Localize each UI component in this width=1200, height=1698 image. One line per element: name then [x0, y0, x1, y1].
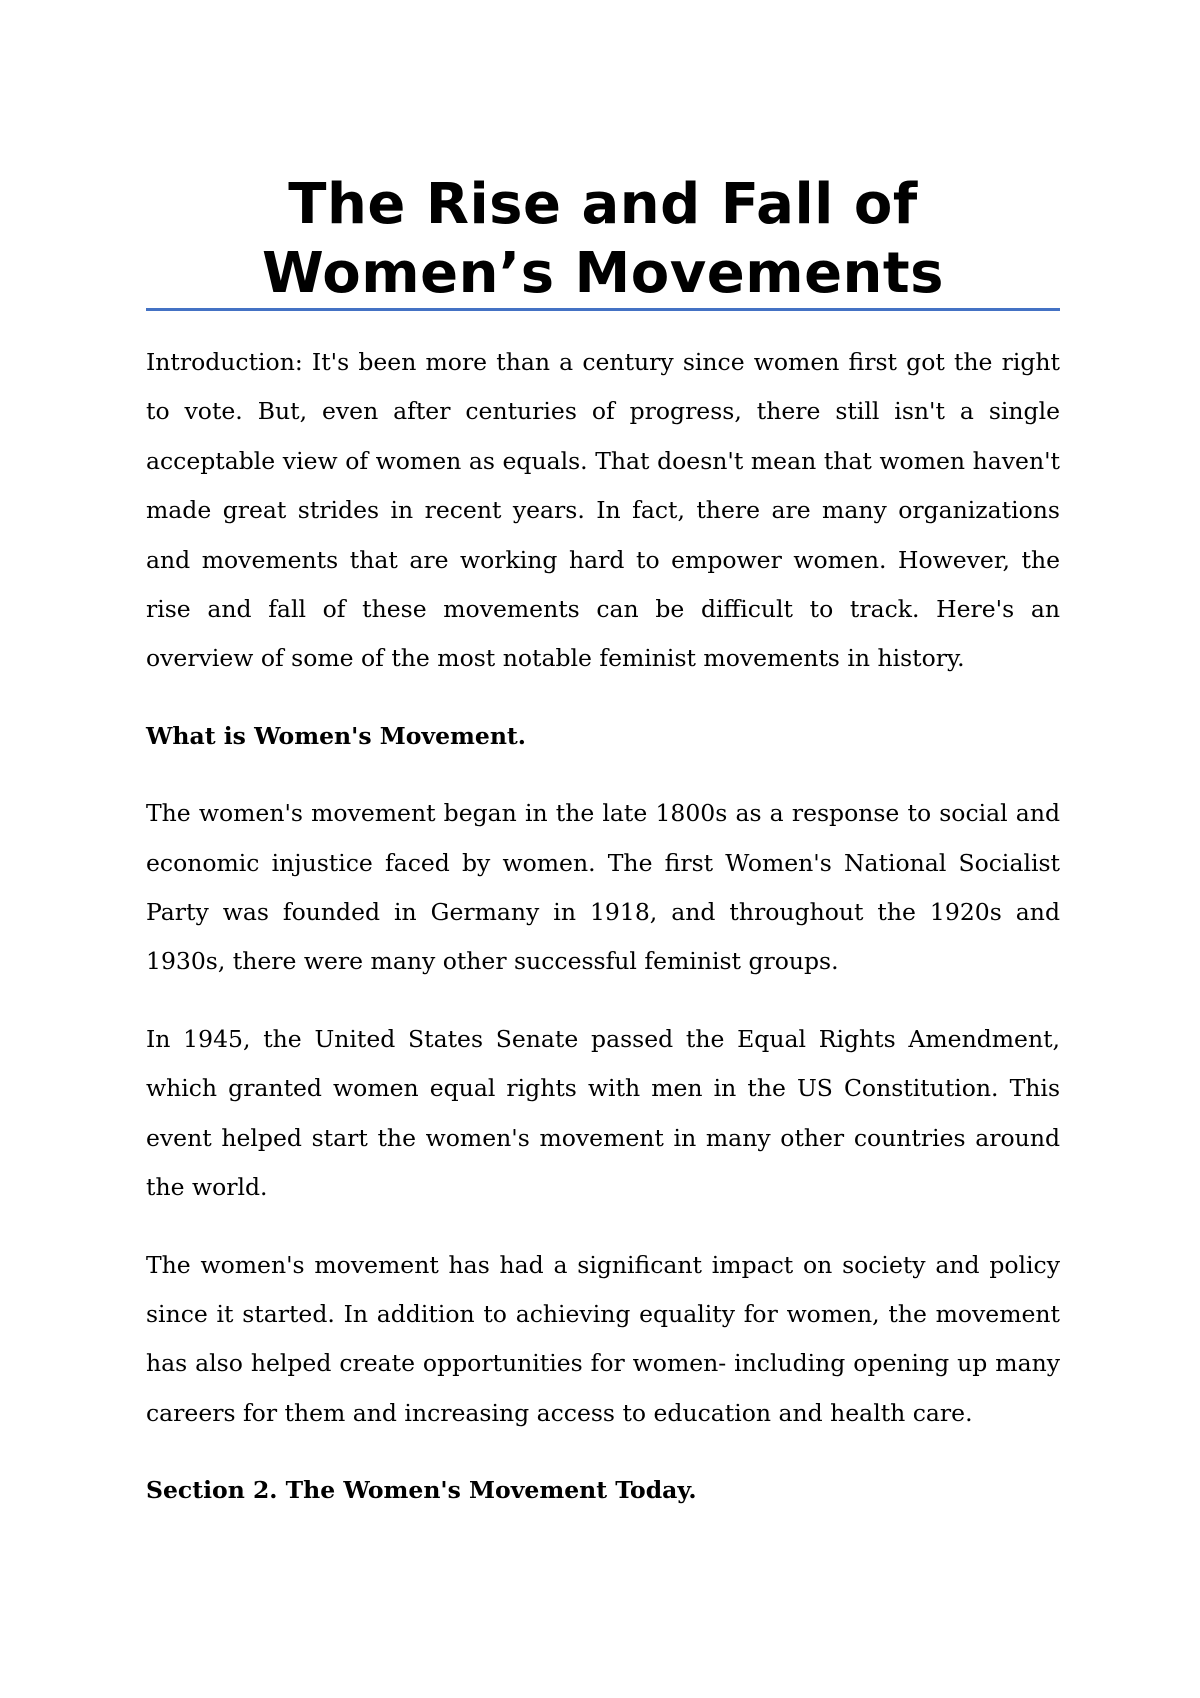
title-line-2: Women’s Movements: [261, 241, 945, 306]
document-title: [146, 170, 1060, 308]
document-body: [146, 338, 1060, 1544]
intro-paragraph: Introduction: It's been more than a century since women first got the right to vote. But, even after centuries of progress, there still isn't a single acceptable view of women as equals. That doesn't mean that women haven't made great strides in recent years. In fact, there are many organizations and movements that are working hard to empower women. However, the rise and fall of these movements can be difficult to track. Here's an overview of some of the most notable feminist movements in history.: [146, 348, 1060, 673]
body-paragraph-1: The women's movement began in the late 1800s as a response to social and economic injustice faced by women. The first Women's National Socialist Party was founded in Germany in 1918, and throughout the 1920s and 1930s, there were many other successful feminist groups.: [146, 799, 1060, 976]
body-paragraph-2: In 1945, the United States Senate passed the Equal Rights Amendment, which granted women equal rights with men in the US Constitution. This event helped start the women's movement in many other countries around the world.: [146, 1024, 1060, 1202]
title-line-1: The Rise and Fall of: [288, 172, 918, 237]
section-heading-today: Section 2. The Women's Movement Today.: [146, 1476, 697, 1505]
title-underline-rule: [146, 308, 1060, 311]
section-heading-what-is: What is Women's Movement.: [146, 721, 526, 750]
body-paragraph-3: The women's movement has had a significant impact on society and policy since it started. In addition to achieving equality for women, the movement has also helped create opportunities for women- including opening up many careers for them and increasing access to education and health care.: [146, 1250, 1060, 1427]
